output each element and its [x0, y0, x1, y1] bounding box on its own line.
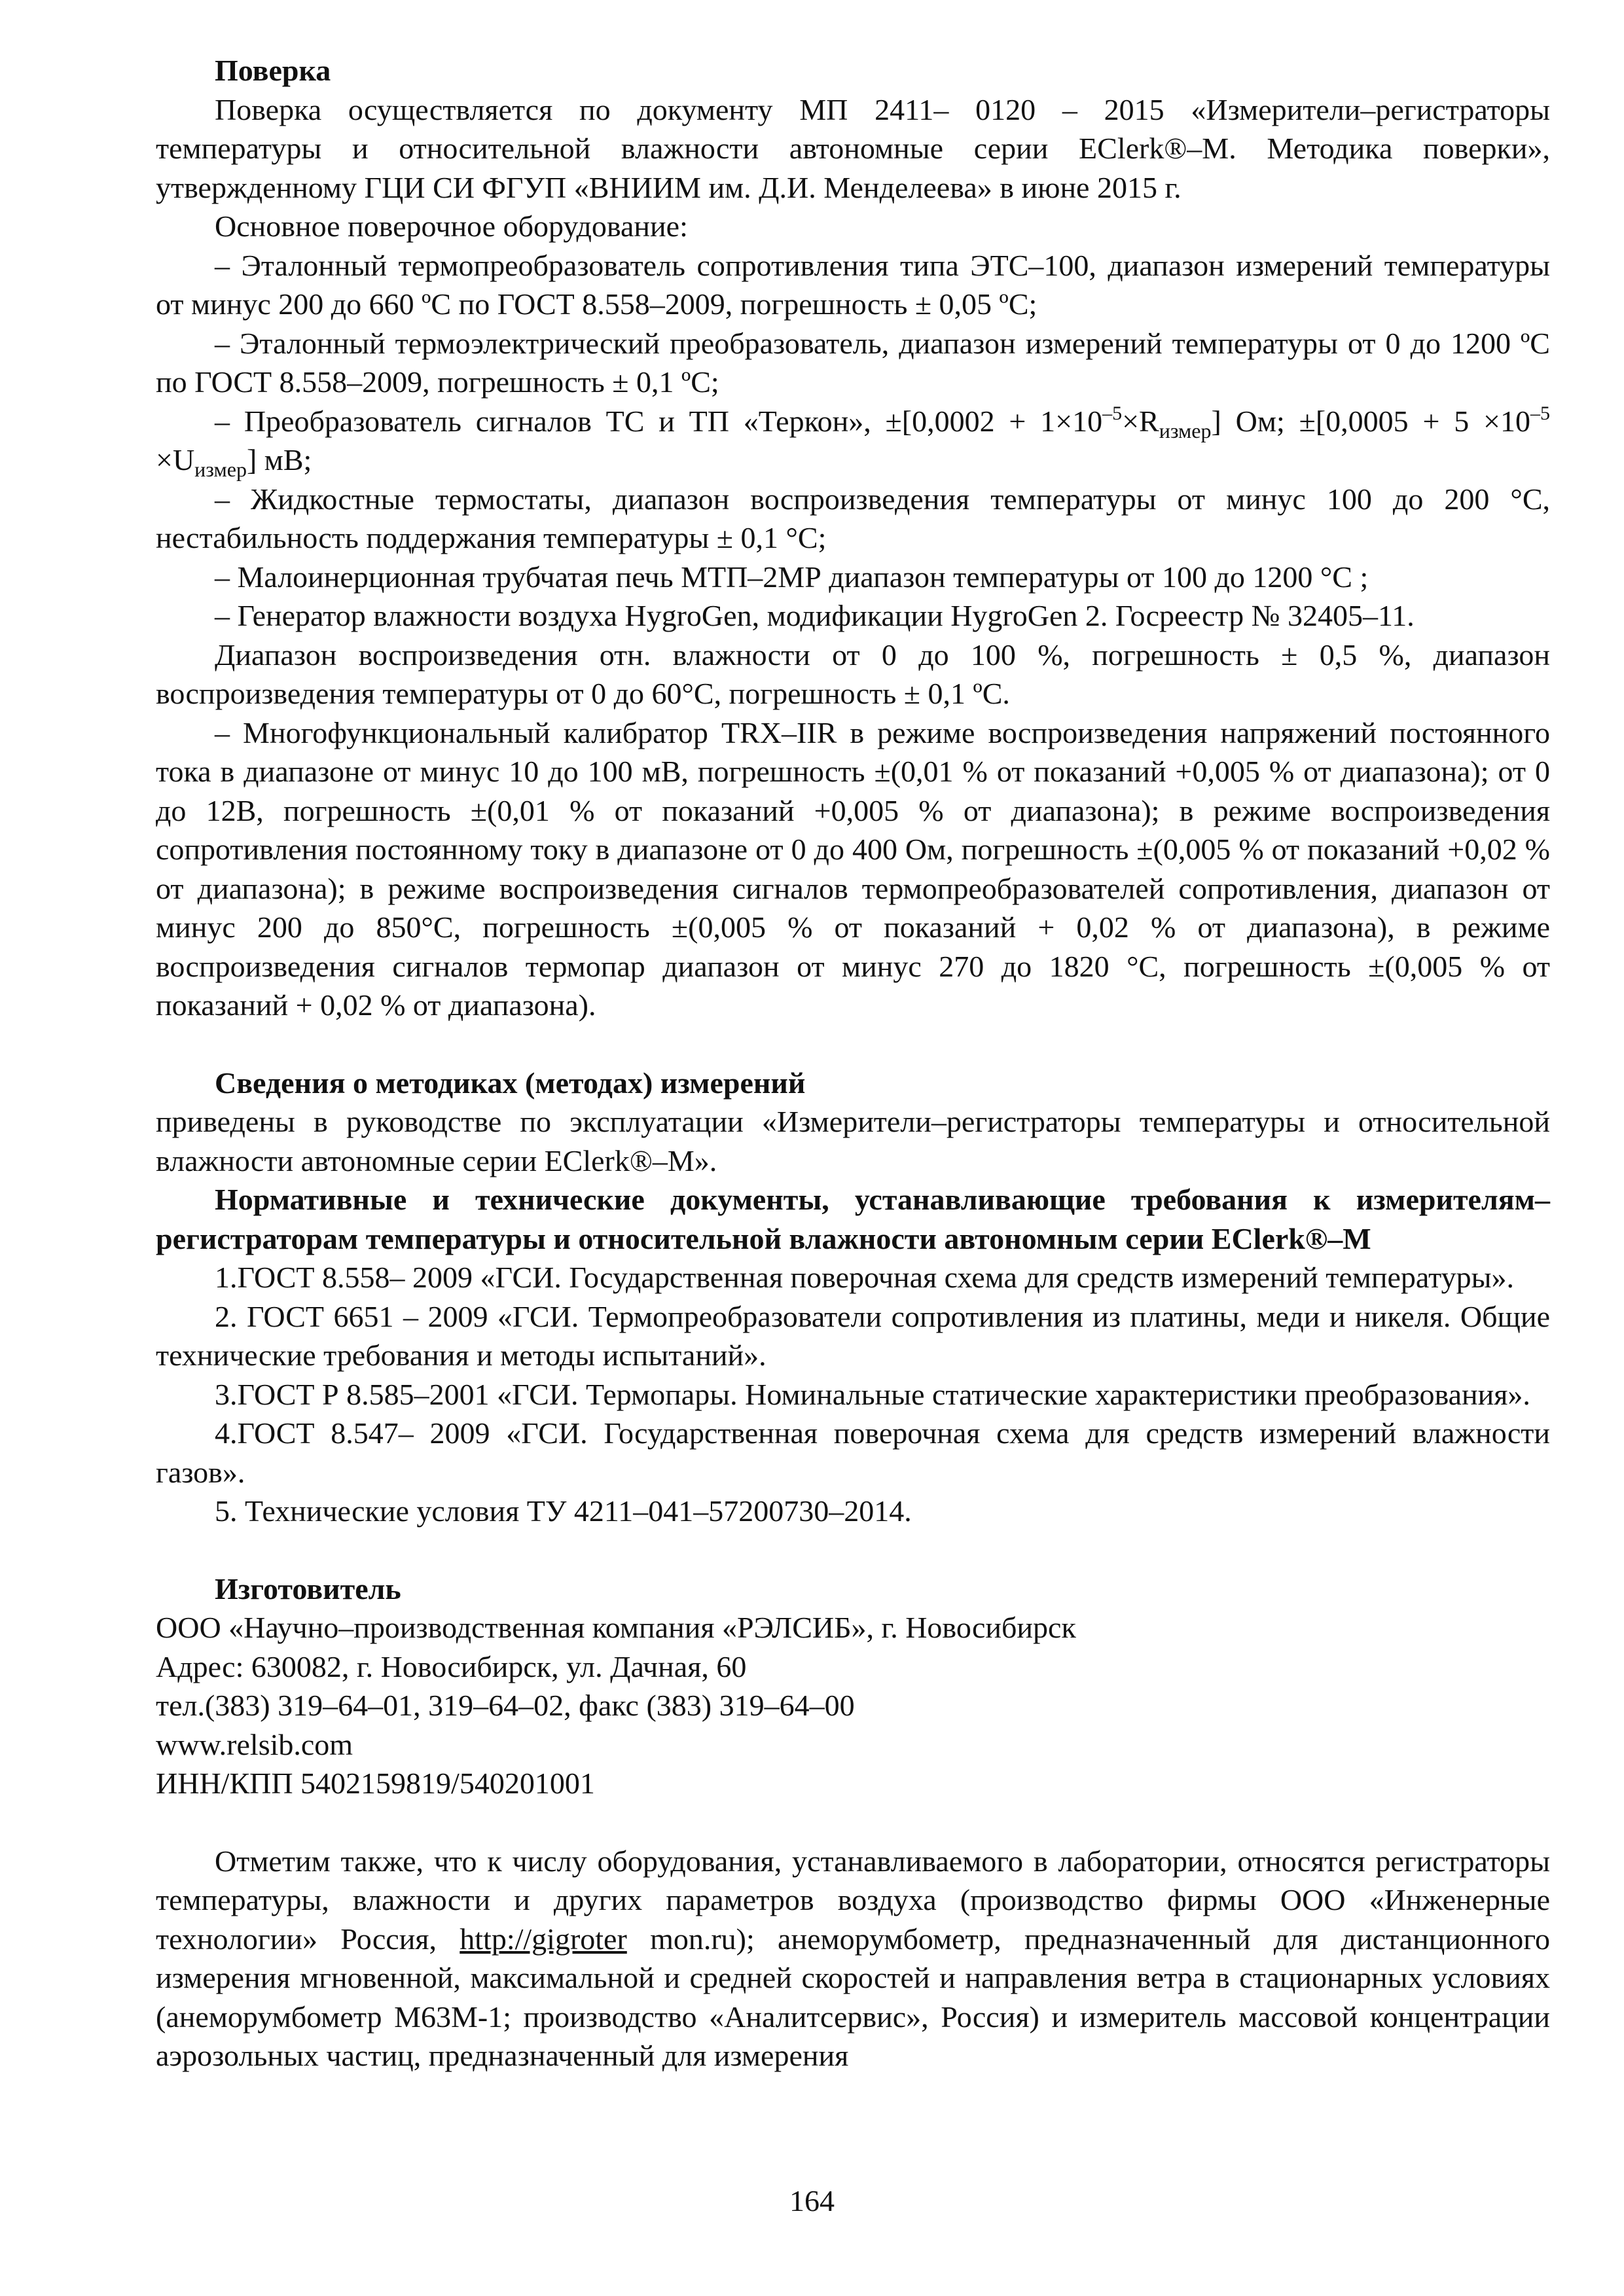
section-spacer	[156, 1803, 1550, 1842]
methods-paragraph: приведены в руководстве по эксплуатации «Измерители–регистраторы температуры и относительной влажности автономные серии EClerk®–М».	[156, 1105, 1550, 1177]
equipment-item: Диапазон воспроизведения отн. влажности от 0 до 100 %, погрешность ± 0,5 %, диапазон воспроизведения температуры от 0 до 60°С, погрешность ± 0,1 ºС.	[156, 637, 1550, 710]
norms-item: 3.ГОСТ Р 8.585–2001 «ГСИ. Термопары. Номинальные статические характеристики преобразования».	[215, 1377, 1530, 1411]
document-page	[156, 51, 1550, 2075]
manufacturer-address: Адрес: 630082, г. Новосибирск, ул. Дачная, 60	[156, 1649, 747, 1683]
manufacturer-line: ООО «Научно–производственная компания «РЭЛСИБ», г. Новосибирск	[156, 1611, 1076, 1644]
equipment-item: – Малоинерционная трубчатая печь МТП–2МР диапазон температуры от 100 до 1200 °С ;	[215, 560, 1369, 594]
section-spacer	[156, 1531, 1550, 1570]
norms-heading: Нормативные и технические документы, устанавливающие требования к измерителям–регистраторам температуры и относительной влажности автономным серии EClerk®–М	[156, 1183, 1550, 1255]
norms-item: 5. Технические условия ТУ 4211–041–57200730–2014.	[215, 1494, 912, 1528]
verification-heading: Поверка	[215, 54, 331, 87]
manufacturer-website: www.relsib.com	[156, 1727, 353, 1761]
methods-heading: Сведения о методиках (методах) измерений	[215, 1066, 806, 1100]
manufacturer-tax-id: ИНН/КПП 5402159819/540201001	[156, 1767, 595, 1800]
verification-paragraph: Поверка осуществляется по документу МП 2411– 0120 – 2015 «Измерители–регистраторы температуры и относительной влажности автономные серии EClerk®–М. Методика поверки», утвержденному ГЦИ СИ ФГУП «ВНИИМ им. Д.И. Менделеева» в июне 2015 г.	[156, 92, 1550, 204]
manufacturer-heading: Изготовитель	[215, 1571, 401, 1605]
section-spacer	[156, 1025, 1550, 1064]
equipment-item-formula: – Преобразователь сигналов ТС и ТП «Теркон», $\pm[0,0002 + 1\times 10^{-5}\times R_{измер}]$ Ом; $\pm[0,0005 + 5 \times 10^{-5} \times U_{измер}]$ мВ;	[156, 402, 1550, 481]
equipment-item: – Многофункциональный калибратор TRX–IIR в режиме воспроизведения напряжений постоянного тока в диапазоне от минус 10 до 100 мВ, погрешность ±(0,01 % от показаний +0,005 % от диапазона); от 0 до 12В, погрешность ±(0,01 % от показаний +0,005 % от диапазона); в режиме воспроизведения сопротивления постоянному току в диапазоне от 0 до 400 Ом, погрешность ±(0,005 % от показаний +0,02 % от диапазона); в режиме воспроизведения сигналов термопреобразователей сопротивления, диапазон от минус 200 до 850°С, погрешность ±(0,005 % от показаний + 0,02 % от диапазона), в режиме воспроизведения сигналов термопар диапазон от минус 270 до 1820 °С, погрешность ±(0,005 % от показаний + 0,02 % от диапазона).	[156, 715, 1550, 1022]
norms-item: 1.ГОСТ 8.558– 2009 «ГСИ. Государственная поверочная схема для средств измерений температуры».	[215, 1261, 1515, 1294]
equipment-item: – Эталонный термоэлектрический преобразователь, диапазон измерений температуры от 0 до 1200 ºС по ГОСТ 8.558–2009, погрешность ± 0,1 ºС;	[156, 326, 1550, 399]
equipment-item: – Эталонный термопреобразователь сопротивления типа ЭТС–100, диапазон измерений температуры от минус 200 до 660 ºС по ГОСТ 8.558–2009, погрешность ± 0,05 ºС;	[156, 248, 1550, 321]
page-number: 164	[789, 2184, 835, 2217]
norms-item: 4.ГОСТ 8.547– 2009 «ГСИ. Государственная поверочная схема для средств измерений влажности газов».	[156, 1416, 1550, 1489]
norms-item: 2. ГОСТ 6651 – 2009 «ГСИ. Термопреобразователи сопротивления из платины, меди и никеля. Общие технические требования и методы испытаний».	[156, 1299, 1550, 1372]
equipment-intro: Основное поверочное оборудование:	[215, 209, 688, 243]
manufacturer-phone: тел.(383) 319–64–01, 319–64–02, факс (383) 319–64–00	[156, 1689, 855, 1722]
equipment-item: – Жидкостные термостаты, диапазон воспроизведения температуры от минус 100 до 200 °С, нестабильность поддержания температуры ± 0,1 °С;	[156, 482, 1550, 554]
equipment-item: – Генератор влажности воздуха HygroGen, модификации HygroGen 2. Госреестр № 32405–11.	[215, 599, 1415, 632]
gigroter-link[interactable]: http://gigroter	[460, 1922, 627, 1956]
closing-paragraph: Отметим также, что к числу оборудования, устанавливаемого в лаборатории, относятся регистраторы температуры, влажности и других параметров воздуха (производство фирмы ООО «Инженерные технологии» Россия, http://gigroter mon.ru); анеморумбометр, предназначенный для дистанционного измерения мгновенной, максимальной и средней скоростей и направления ветра в стационарных условиях (анеморумбометр М63М-1; производство «Аналитсервис», Россия) и измеритель массовой концентрации аэрозольных частиц, предназначенный для измерения	[156, 1844, 1550, 2072]
